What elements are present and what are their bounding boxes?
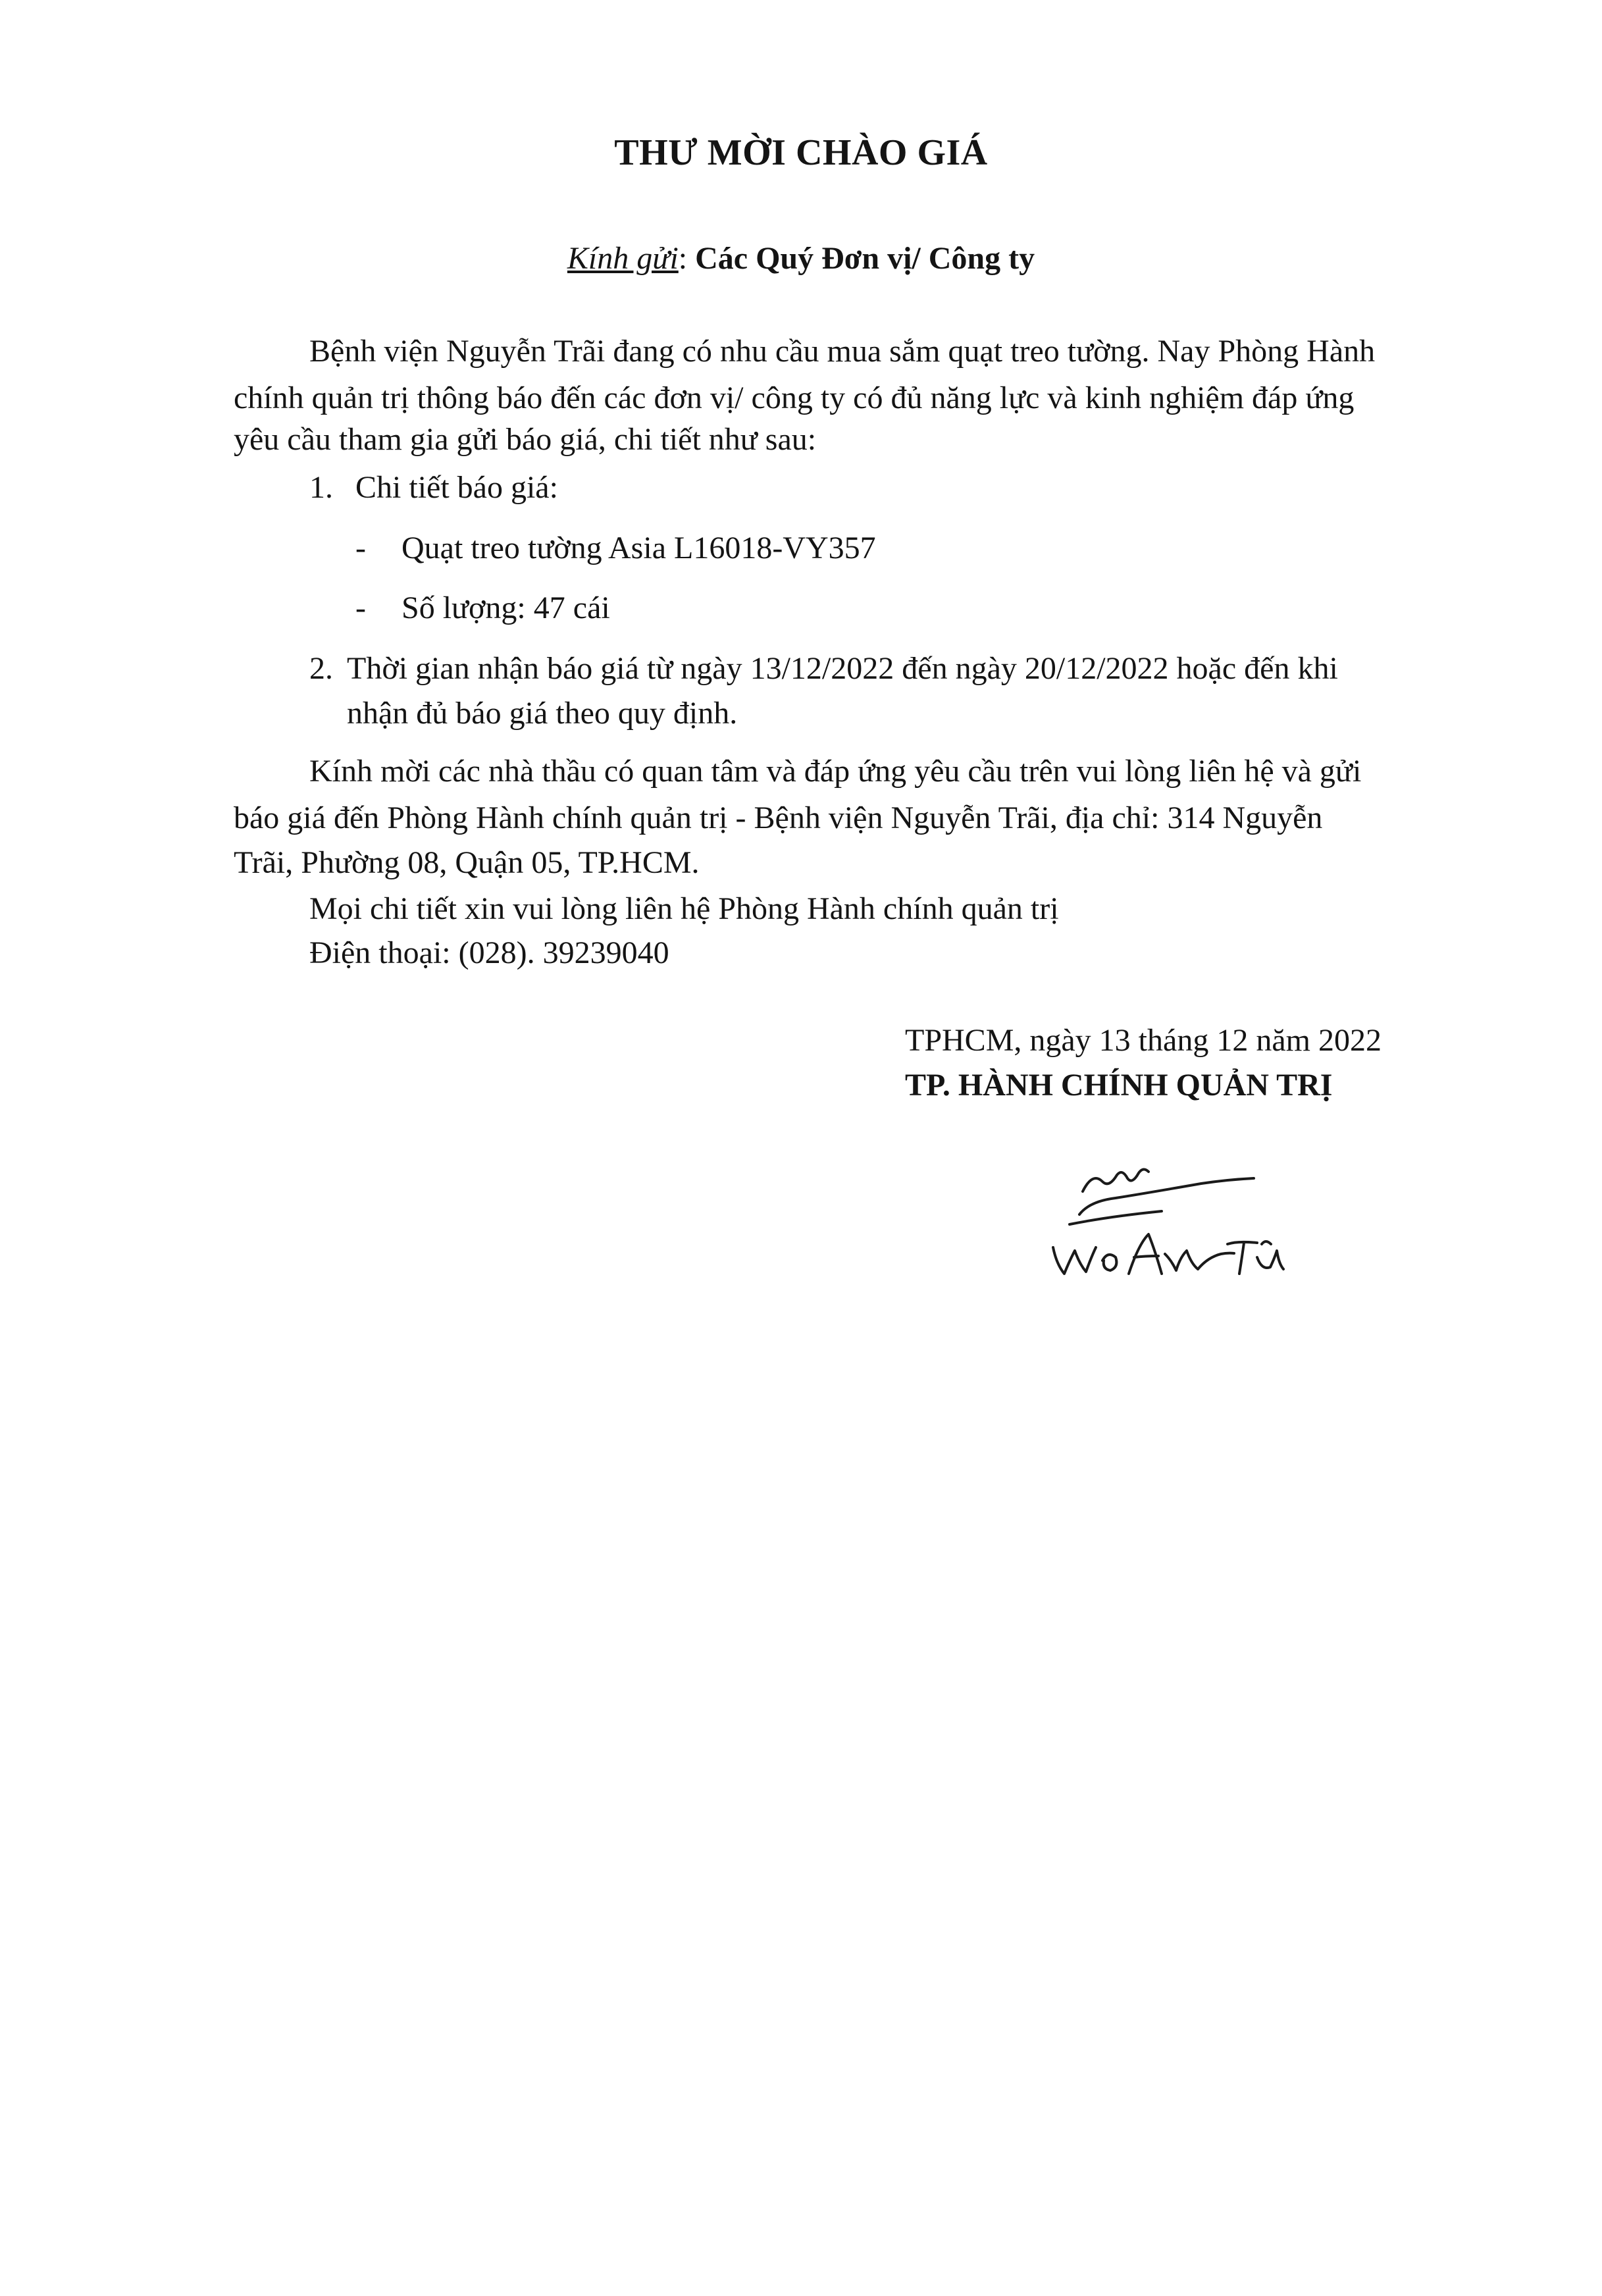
recipient-name: Các Quý Đơn vị/ Công ty <box>695 241 1035 276</box>
document-title: THƯ MỜI CHÀO GIÁ <box>614 132 988 173</box>
subitem-1-bullet: - <box>355 531 366 565</box>
item-2-line-1: Thời gian nhận báo giá từ ngày 13/12/2022 đến ngày 20/12/2022 hoặc đến khi <box>347 651 1338 686</box>
invitation-line-2: báo giá đến Phòng Hành chính quản trị - Bệnh viện Nguyễn Trãi, địa chỉ: 314 Nguyễn <box>234 800 1323 835</box>
contact-line-1: Mọi chi tiết xin vui lòng liên hệ Phòng Hành chính quản trị <box>309 891 1059 926</box>
item-2-number: 2. <box>309 651 333 686</box>
recipient-line <box>0 240 1602 276</box>
intro-line-1: Bệnh viện Nguyễn Trãi đang có nhu cầu mua sắm quạt treo tường. Nay Phòng Hành <box>309 334 1376 369</box>
intro-line-3: yêu cầu tham gia gửi báo giá, chi tiết như sau: <box>234 422 817 457</box>
item-1-number: 1. <box>309 470 333 505</box>
recipient-label: Kính gửi <box>567 241 679 276</box>
item-1-text: Chi tiết báo giá: <box>355 470 558 505</box>
closing-department: TP. HÀNH CHÍNH QUẢN TRỊ <box>905 1068 1333 1103</box>
subitem-1-text: Quạt treo tường Asia L16018-VY357 <box>401 531 876 565</box>
closing-date: TPHCM, ngày 13 tháng 12 năm 2022 <box>905 1023 1382 1058</box>
item-2-line-2: nhận đủ báo giá theo quy định. <box>347 696 738 731</box>
recipient-separator: : <box>678 241 696 276</box>
invitation-line-1: Kính mời các nhà thầu có quan tâm và đáp ứng yêu cầu trên vui lòng liên hệ và gửi <box>309 754 1362 789</box>
contact-phone: Điện thoại: (028). 39239040 <box>309 935 669 970</box>
subitem-2-text: Số lượng: 47 cái <box>401 590 610 625</box>
intro-line-2: chính quản trị thông báo đến các đơn vị/ công ty có đủ năng lực và kinh nghiệm đáp ứng <box>234 380 1355 415</box>
subitem-2-bullet: - <box>355 590 366 625</box>
handwritten-signature <box>1030 1145 1326 1303</box>
invitation-line-3: Trãi, Phường 08, Quận 05, TP.HCM. <box>234 845 700 880</box>
